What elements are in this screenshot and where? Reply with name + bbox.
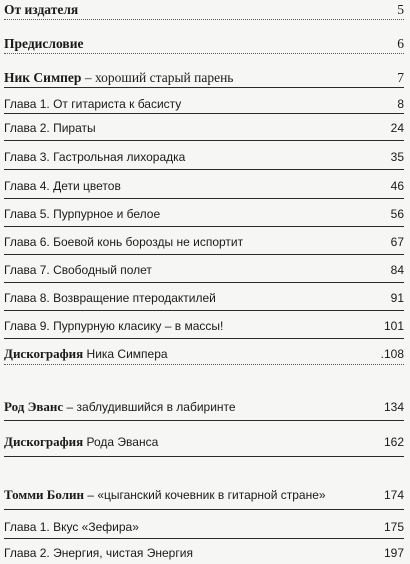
- toc-entry-title: Глава 2. Пираты: [4, 121, 96, 135]
- toc-entry-chapter: [4, 318, 404, 334]
- dotted-leader: [4, 53, 404, 54]
- rule-line: [4, 538, 404, 539]
- toc-entry-page: 6: [397, 36, 404, 51]
- rule-line: [4, 509, 404, 510]
- toc-entry-page: 24: [390, 121, 404, 135]
- toc-section-heading: [4, 487, 326, 503]
- toc-entry-page: 175: [383, 520, 404, 534]
- toc-entry-discography-simper: [4, 346, 404, 362]
- toc-entry-title: Глава 4. Дети цветов: [4, 179, 121, 193]
- toc-entry-page: 84: [390, 263, 404, 277]
- toc-entry-title: Глава 1. От гитариста к басисту: [4, 97, 182, 111]
- toc-section-heading: [4, 70, 233, 86]
- toc-entry-from-publisher: [4, 2, 404, 18]
- discography-label: Дискография: [4, 346, 84, 361]
- toc-entry-chapter: [4, 545, 404, 561]
- section-name: Томми Болин: [4, 487, 84, 502]
- discography-rest: Рода Эванса: [83, 435, 159, 449]
- toc-entry-title: Глава 2. Энергия, чистая Энергия: [4, 546, 193, 560]
- toc-entry-chapter: [4, 96, 404, 112]
- discography-rest: Ника Симпера: [83, 347, 168, 361]
- rule-line: [4, 310, 404, 311]
- toc-entry-title: От издателя: [4, 2, 79, 17]
- dotted-leader: [4, 364, 404, 365]
- toc-entry-title: Предисловие: [4, 36, 84, 51]
- toc-entry-page: 35: [390, 150, 404, 164]
- discography-label: Дискография: [4, 434, 84, 449]
- toc-section-heading: [4, 399, 236, 415]
- toc-entry-title: [4, 346, 168, 362]
- rule-line: [4, 140, 404, 141]
- toc-section-evans: [4, 399, 404, 415]
- toc-entry-chapter: [4, 206, 404, 222]
- toc-entry-title: Глава 8. Возвращение птеродактилей: [4, 291, 216, 305]
- rule-line: [4, 169, 404, 170]
- toc-entry-chapter: [4, 120, 404, 136]
- toc-entry-page: 7: [397, 70, 404, 85]
- rule-line: [4, 420, 404, 421]
- toc-entry-page: 46: [390, 179, 404, 193]
- toc-entry-page: 162: [383, 435, 404, 449]
- rule-line: [4, 198, 404, 199]
- section-tagline: – заблудившийся в лабиринте: [63, 400, 236, 414]
- toc-entry-title: Глава 7. Свободный полет: [4, 263, 152, 277]
- rule-line: [4, 456, 404, 457]
- toc-section-simper: [4, 70, 404, 86]
- section-name: Ник Симпер: [4, 70, 82, 85]
- toc-entry-chapter: [4, 290, 404, 306]
- toc-entry-page: 5: [397, 2, 404, 17]
- toc-entry-page: .108: [380, 347, 404, 361]
- toc-entry-chapter: [4, 519, 404, 535]
- rule-line: [4, 338, 404, 339]
- toc-entry-title: Глава 6. Боевой конь борозды не испортит: [4, 235, 244, 249]
- toc-entry-title: [4, 434, 158, 450]
- toc-entry-page: 91: [390, 291, 404, 305]
- toc-entry-preface: [4, 36, 404, 52]
- toc-entry-chapter: [4, 234, 404, 250]
- toc-section-bolin: [4, 487, 404, 503]
- toc-entry-title: Глава 9. Пурпурную класику – в массы!: [4, 319, 224, 333]
- toc-entry-page: 134: [383, 400, 404, 414]
- dotted-leader: [4, 19, 404, 20]
- section-name: Род Эванс: [4, 399, 64, 414]
- toc-entry-title: Глава 5. Пурпурное и белое: [4, 207, 161, 221]
- rule-line: [4, 282, 404, 283]
- toc-entry-page: 67: [390, 235, 404, 249]
- rule-line: [4, 113, 404, 114]
- rule-line: [4, 226, 404, 227]
- section-tagline: – хороший старый парень: [81, 70, 234, 85]
- toc-entry-page: 197: [383, 546, 404, 560]
- toc-entry-page: 8: [397, 97, 404, 111]
- toc-entry-page: 174: [383, 488, 404, 502]
- toc-entry-title: Глава 1. Вкус «Зефира»: [4, 520, 139, 534]
- toc-entry-title: Глава 3. Гастрольная лихорадка: [4, 150, 186, 164]
- toc-entry-chapter: [4, 149, 404, 165]
- toc-entry-chapter: [4, 262, 404, 278]
- table-of-contents: [4, 0, 404, 564]
- rule-line: [4, 87, 404, 88]
- toc-entry-chapter: [4, 178, 404, 194]
- toc-entry-discography-evans: [4, 434, 404, 450]
- section-tagline: – «цыганский кочевник в гитарной стране»: [84, 488, 326, 502]
- toc-entry-page: 101: [383, 319, 404, 333]
- toc-entry-page: 56: [390, 207, 404, 221]
- rule-line: [4, 254, 404, 255]
